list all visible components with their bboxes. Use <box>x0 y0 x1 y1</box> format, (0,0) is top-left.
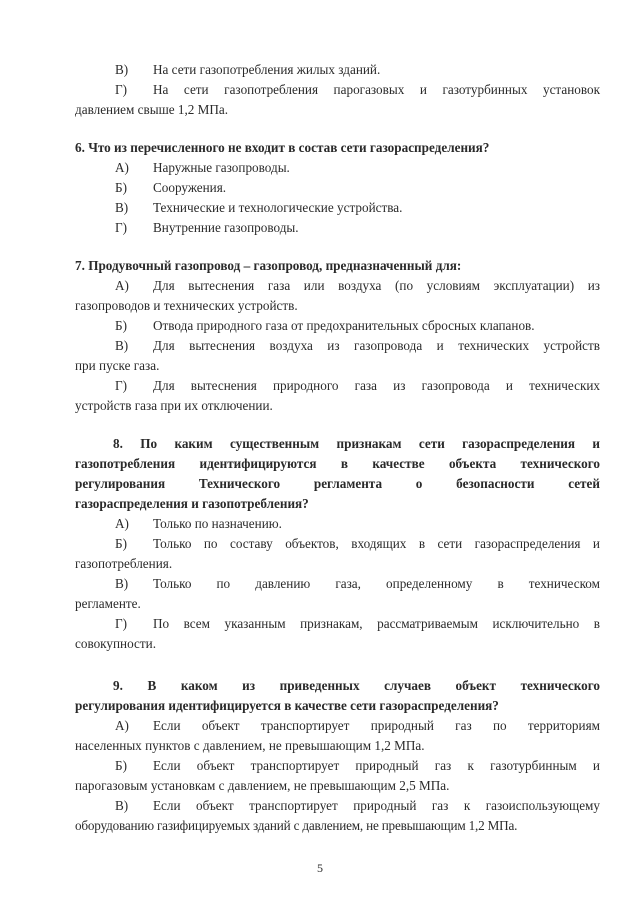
option-text: Наружные газопроводы. <box>153 160 290 175</box>
option-text: Внутренние газопроводы. <box>153 220 299 235</box>
option-b <box>75 316 600 336</box>
option-label: Г) <box>115 220 128 235</box>
option-v <box>75 336 600 356</box>
option-continuation: давлением свыше 1,2 МПа. <box>75 102 229 117</box>
option-label: Г) <box>115 616 128 631</box>
option-text: Только по назначению. <box>153 516 282 531</box>
option-b <box>75 756 600 776</box>
title-line: регулирования идентифицируется в качестве сети газораспределения? <box>75 698 499 713</box>
option-label: Б) <box>115 536 127 551</box>
option-text: Если объект транспортирует природный газ к газоиспользующему <box>153 798 600 813</box>
option-continuation: при пуске газа. <box>75 358 160 373</box>
option-text: Технические и технологические устройства. <box>153 200 403 215</box>
option-a <box>75 276 600 296</box>
option-continuation: населенных пунктов с давлением, не превышающим 1,2 МПа. <box>75 738 425 753</box>
option-a <box>75 158 600 178</box>
option-label: Б) <box>115 758 127 773</box>
title-line: регулирования Технического регламента о безопасности сетей <box>75 476 600 491</box>
option-a <box>75 514 600 534</box>
question-5-tail <box>75 60 600 120</box>
question-6-title: 6. Что из перечисленного не входит в состав сети газораспределения? <box>75 140 490 155</box>
option-g <box>75 614 600 634</box>
option-label: А) <box>115 718 129 733</box>
option-label: В) <box>115 576 129 591</box>
option-continuation: газопотребления. <box>75 556 173 571</box>
option-label: Г) <box>115 82 128 97</box>
title-line: 8. По каким существенным признакам сети газораспределения и <box>113 436 600 451</box>
option-label: В) <box>115 798 129 813</box>
option-label: Б) <box>115 318 127 333</box>
option-continuation: устройств газа при их отключении. <box>75 398 273 413</box>
option-text: Для вытеснения воздуха из газопровода и технических устройств <box>153 338 600 353</box>
option-text: Только по составу объектов, входящих в сети газораспределения и <box>153 536 600 551</box>
title-line: газопотребления идентифицируются в качестве объекта технического <box>75 456 600 471</box>
option-text: Если объект транспортирует природный газ по территориям <box>153 718 600 733</box>
question-8-title <box>75 434 600 514</box>
option-v <box>75 574 600 594</box>
option-b <box>75 178 600 198</box>
option-text: Только по давлению газа, определенному в техническом <box>153 576 600 591</box>
option-text: Сооружения. <box>153 180 227 195</box>
option-text: На сети газопотребления парогазовых и газотурбинных установок <box>153 82 600 97</box>
option-text: Для вытеснения природного газа из газопровода и технических <box>153 378 600 393</box>
option-continuation: парогазовым установкам с давлением, не превышающим 2,5 МПа. <box>75 778 450 793</box>
option-g <box>75 218 600 238</box>
option-continuation: совокупности. <box>75 636 156 651</box>
option-label: В) <box>115 338 129 353</box>
option-text: Отвода природного газа от предохранительных сбросных клапанов. <box>153 318 535 333</box>
option-label: А) <box>115 160 129 175</box>
option-label: А) <box>115 516 129 531</box>
page-number: 5 <box>317 861 323 875</box>
option-v <box>75 60 600 80</box>
option-label: Г) <box>115 378 128 393</box>
question-7-title: 7. Продувочный газопровод – газопровод, предназначенный для: <box>75 258 462 273</box>
option-continuation: газопроводов и технических устройств. <box>75 298 298 313</box>
title-line: газораспределения и газопотребления? <box>75 496 309 511</box>
question-9-title <box>75 676 600 716</box>
option-label: В) <box>115 200 129 215</box>
option-label: А) <box>115 278 129 293</box>
option-label: В) <box>115 62 129 77</box>
option-label: Б) <box>115 180 127 195</box>
option-continuation: оборудованию газифицируемых зданий с давлением, не превышающим 1,2 МПа. <box>75 818 518 833</box>
option-g <box>75 376 600 396</box>
option-text: По всем указанным признакам, рассматриваемым исключительно в <box>153 616 600 631</box>
option-continuation: регламенте. <box>75 596 141 611</box>
option-text: Для вытеснения газа или воздуха (по условиям эксплуатации) из <box>153 278 600 293</box>
title-line: 9. В каком из приведенных случаев объект технического <box>113 678 600 693</box>
option-b <box>75 534 600 554</box>
option-g <box>75 80 600 100</box>
option-v <box>75 796 600 816</box>
option-a <box>75 716 600 736</box>
option-text: Если объект транспортирует природный газ к газотурбинным и <box>153 758 600 773</box>
option-text: На сети газопотребления жилых зданий. <box>153 62 381 77</box>
option-v <box>75 198 600 218</box>
